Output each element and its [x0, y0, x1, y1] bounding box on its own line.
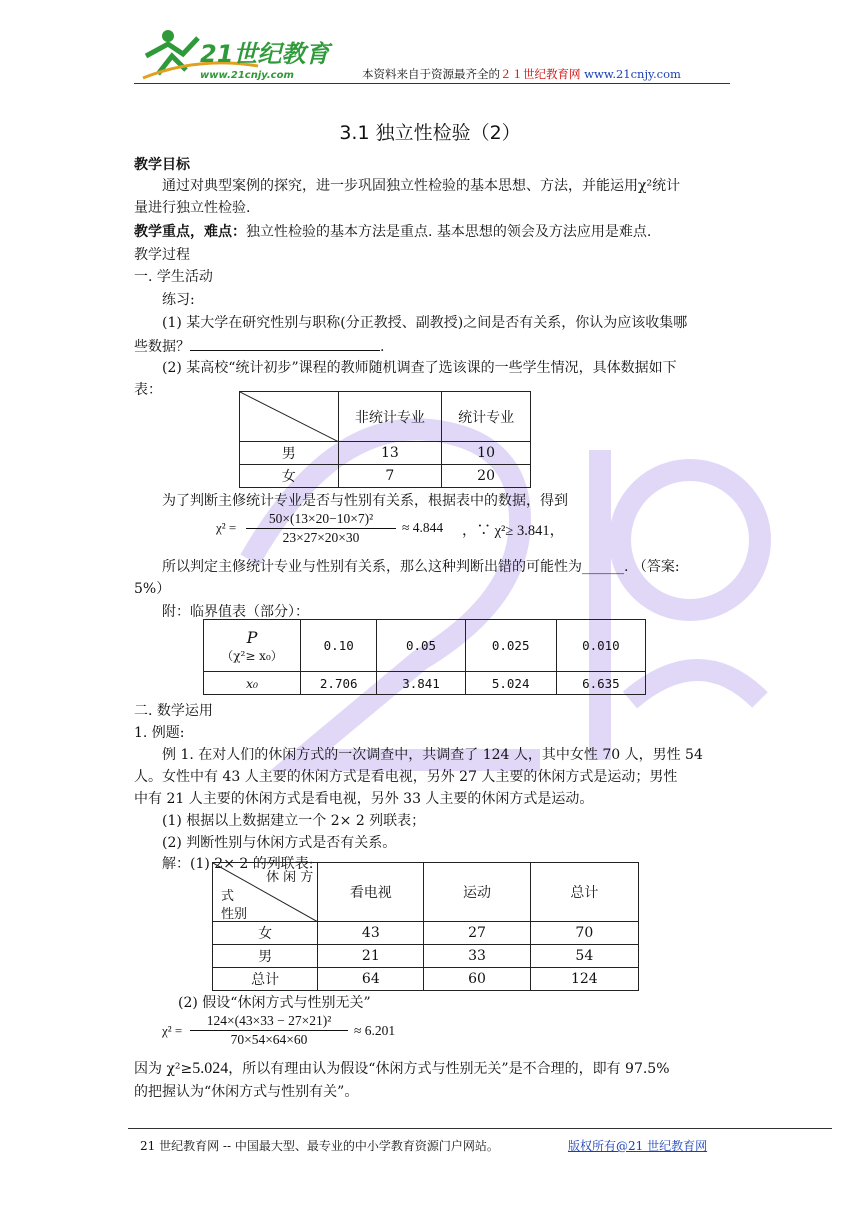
final-line1: [134, 1060, 670, 1078]
example1-line3: 中有 21 人主要的休闲方式是看电视，另外 33 人主要的休闲方式是运动。: [134, 791, 594, 807]
solution-part1: 解：(1) 2× 2 的列联表:: [162, 856, 314, 872]
table2-p-condition: （χ²≥ x₀）: [221, 648, 283, 663]
table3-cell: 27: [424, 922, 530, 945]
formula2-fraction-bar: [190, 1030, 348, 1031]
table3-header: 总计: [530, 863, 638, 922]
appendix-label: 附：临界值表（部分）：: [162, 604, 309, 620]
question-1-period: .: [380, 339, 385, 355]
site-logo: [138, 26, 338, 84]
goals-text-line2: 量进行独立性检验.: [134, 200, 251, 216]
table3-row-label: 女: [213, 922, 318, 945]
table1-cell: 7: [338, 465, 442, 488]
table2-x0-label: x₀: [204, 672, 301, 695]
section-1-heading: 一. 学生活动: [134, 269, 213, 285]
example1-question2: (2) 判断性别与休闲方式是否有关系。: [162, 835, 397, 851]
example1-question1: (1) 根据以上数据建立一个 2× 2 列联表；: [162, 813, 426, 829]
footer-tagline: 21 世纪教育网 -- 中国最大型、最专业的中小学教育资源门户网站。: [140, 1139, 499, 1153]
judge-line: 为了判断主修统计专业是否与性别有关系，根据表中的数据，得到: [162, 493, 568, 509]
table1-corner-cell: [240, 392, 339, 442]
table3-cell: 64: [318, 968, 424, 991]
formula1-numerator: 50×(13×20−10×7)²: [268, 511, 374, 526]
question-1-line1: (1) 某大学在研究性别与职称(分正教授、副教授)之间是否有关系，你认为应该收集哪: [162, 315, 688, 331]
section-2-heading: 二. 数学运用: [134, 703, 213, 719]
table-major-by-gender: [239, 391, 531, 488]
final-critical-value: 5.024: [192, 1060, 229, 1077]
table-leisure-by-gender: [212, 862, 639, 991]
table3-row-label: 男: [213, 945, 318, 968]
table3-header: 看电视: [318, 863, 424, 922]
conclusion-line1: 所以判定主修统计专业与性别有关系，那么这种判断出错的可能性为______. （答案:: [162, 559, 680, 575]
table1-cell: 20: [442, 465, 531, 488]
table1-diagonal-line: [240, 392, 339, 442]
answer-blank-1[interactable]: [190, 336, 380, 351]
formula1-approx: ≈ 4.844: [402, 520, 444, 535]
table2-x0-value: 5.024: [465, 672, 556, 695]
goals-text-line1: 通过对典型案例的探究，进一步巩固独立性检验的基本思想、方法，并能运用χ²统计: [162, 178, 681, 194]
key-points: [134, 223, 651, 241]
conclusion-line2: 5%）: [134, 581, 171, 597]
table1-cell: 10: [442, 442, 531, 465]
footer-divider: [128, 1128, 832, 1129]
chi-square-formula-2: [162, 1013, 462, 1055]
formula1-lhs: χ² =: [216, 520, 237, 535]
header-note: [362, 66, 681, 82]
key-points-text: 独立性检验的基本方法是重点. 基本思想的领会及方法应用是难点.: [246, 224, 652, 240]
chi-square-formula-1: [216, 511, 616, 551]
question-1-line2: [134, 336, 384, 356]
header-url-link[interactable]: www.21cnjy.com: [584, 67, 681, 81]
table3-corner-mid: 式: [221, 889, 235, 904]
table2-p-value: 0.05: [377, 620, 465, 672]
table3-cell: 21: [318, 945, 424, 968]
table2-x0-value: 3.841: [377, 672, 465, 695]
table3-corner-top: 休 闲 方: [265, 870, 314, 885]
table2-p-value: 0.025: [465, 620, 556, 672]
table2-p-value: 0.10: [301, 620, 377, 672]
logo-url-text: www.21cnjy.com: [200, 70, 294, 81]
table2-p-label-cell: [204, 620, 301, 672]
table3-cell: 70: [530, 922, 638, 945]
table1-row-label: 男: [240, 442, 339, 465]
table3-cell: 54: [530, 945, 638, 968]
formula2-denominator: 70×54×64×60: [230, 1032, 308, 1047]
question-2-line1: (2) 某高校“统计初步”课程的教师随机调查了选该课的一些学生情况，具体数据如下: [162, 360, 677, 376]
table2-p-label: P: [246, 627, 258, 647]
final-line1-start: 因为 χ²≥: [134, 1061, 193, 1077]
table2-p-value: 0.010: [556, 620, 645, 672]
formula1-fraction: [246, 511, 396, 546]
process-heading: 教学过程: [134, 247, 190, 263]
formula2-numerator: 124×(43×33 − 27×21)²: [206, 1013, 332, 1028]
key-points-label: 教学重点，难点：: [134, 224, 246, 240]
header-site-name[interactable]: ２１世纪教育网: [500, 67, 581, 81]
table3-header: 运动: [424, 863, 530, 922]
footer-copyright-link[interactable]: 版权所有@21 世纪教育网: [568, 1139, 708, 1153]
header-divider: [134, 83, 730, 84]
table3-cell: 124: [530, 968, 638, 991]
example1-line1: 例 1. 在对人们的休闲方式的一次调查中，共调查了 124 人，其中女性 70 人，男性 54: [162, 747, 703, 763]
logo-text: 21世纪教育: [200, 40, 330, 68]
example1-line2: 人。女性中有 43 人主要的休闲方式是看电视，另外 27 人主要的休闲方式是运动；男性: [134, 769, 678, 785]
formula2-approx: ≈ 6.201: [354, 1023, 396, 1038]
practice-label: 练习:: [162, 292, 195, 308]
table3-row-label: 总计: [213, 968, 318, 991]
table3-cell: 33: [424, 945, 530, 968]
formula1-denominator: 23×27×20×30: [282, 530, 360, 545]
table3-corner-bottom: 性别: [221, 907, 248, 922]
formula1-since: ，∵ χ²≥ 3.841，: [462, 523, 565, 539]
table2-x0-value: 2.706: [301, 672, 377, 695]
question-2-line2: 表：: [134, 382, 162, 398]
final-line2: 的把握认为“休闲方式与性别有关”。: [134, 1084, 359, 1100]
final-line1-rest: ，所以有理由认为假设“休闲方式与性别无关”是不合理的，即有 97.5%: [228, 1061, 670, 1077]
formula2-lhs: χ² =: [162, 1023, 183, 1038]
table1-header: 统计专业: [442, 392, 531, 442]
goals-heading: 教学目标: [134, 157, 190, 173]
header-note-prefix: 本资料来自于资源最齐全的: [362, 67, 500, 81]
table1-cell: 13: [338, 442, 442, 465]
solution-part2: (2) 假设“休闲方式与性别无关”: [178, 995, 371, 1011]
critical-value-table: [203, 619, 646, 695]
formula1-fraction-bar: [246, 528, 396, 529]
page-title: 3.1 独立性检验（2）: [339, 122, 521, 144]
table1-row-label: 女: [240, 465, 339, 488]
table3-cell: 43: [318, 922, 424, 945]
table1-header: 非统计专业: [338, 392, 442, 442]
table3-cell: 60: [424, 968, 530, 991]
question-1-prefix: 些数据？: [134, 339, 190, 355]
examples-heading: 1. 例题:: [134, 725, 185, 741]
table2-x0-value: 6.635: [556, 672, 645, 695]
formula2-fraction: [190, 1013, 348, 1048]
table3-corner-cell: [213, 863, 318, 922]
